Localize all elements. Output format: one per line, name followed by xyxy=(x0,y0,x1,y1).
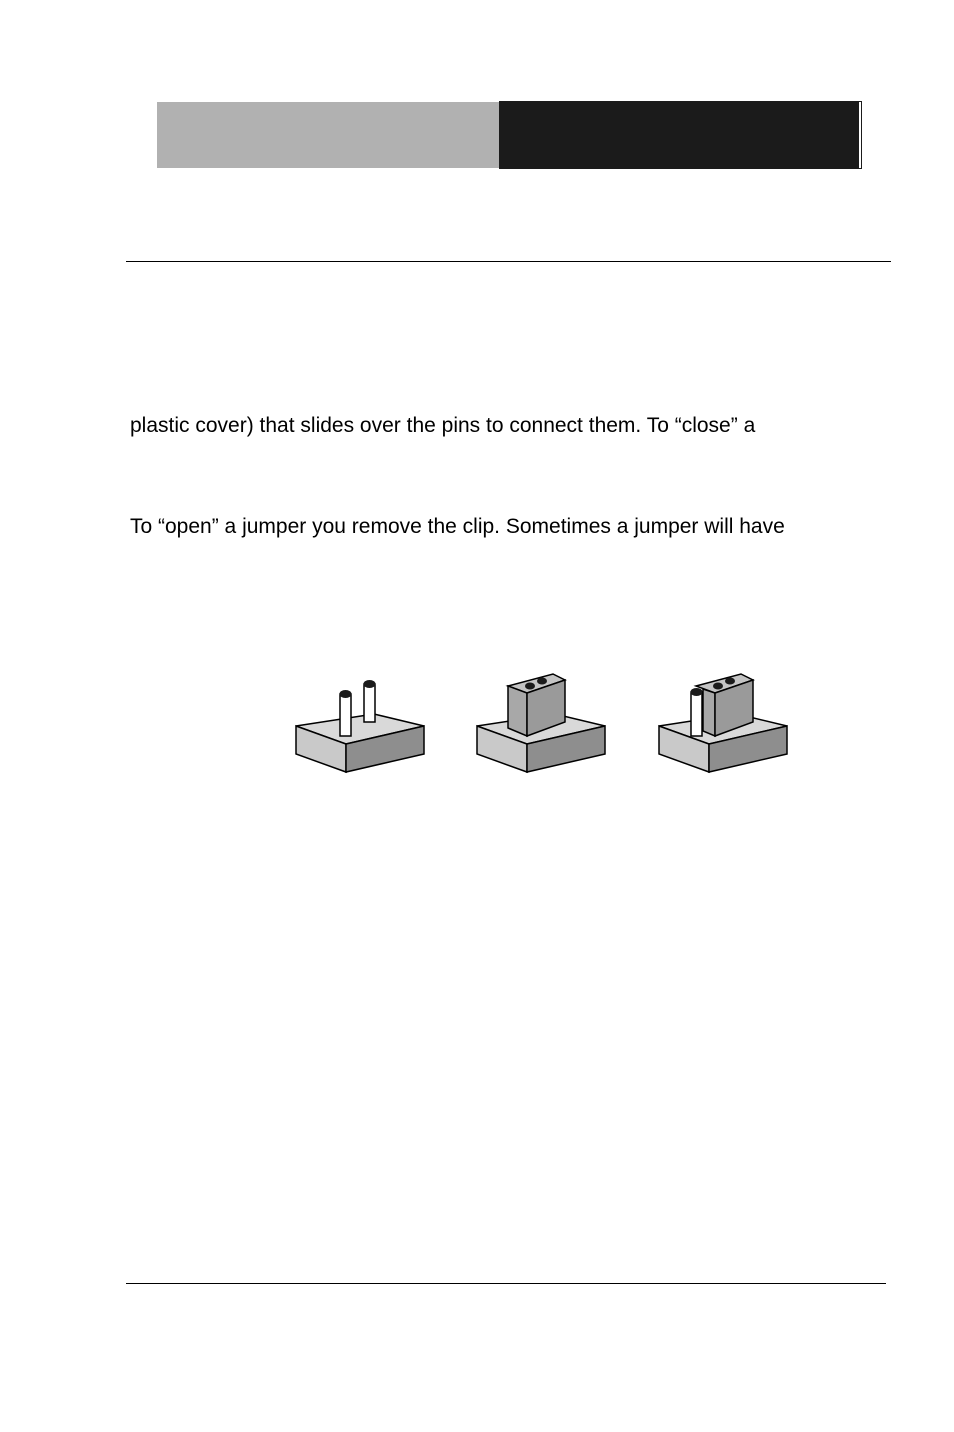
jumper-partial-icon xyxy=(659,674,787,772)
jumper-open-icon xyxy=(296,680,424,772)
bottom-divider xyxy=(126,1283,886,1284)
jumper-illustration xyxy=(290,670,795,780)
page-header-band xyxy=(157,102,861,168)
jumper-closed-icon xyxy=(477,674,605,772)
body-text-line-2: To “open” a jumper you remove the clip. Sometimes a jumper will have xyxy=(130,515,785,538)
header-band-right xyxy=(500,102,861,168)
top-divider xyxy=(126,261,891,262)
header-band-left xyxy=(157,102,500,168)
body-text-line-1: plastic cover) that slides over the pins to connect them. To “close” a xyxy=(130,414,756,437)
